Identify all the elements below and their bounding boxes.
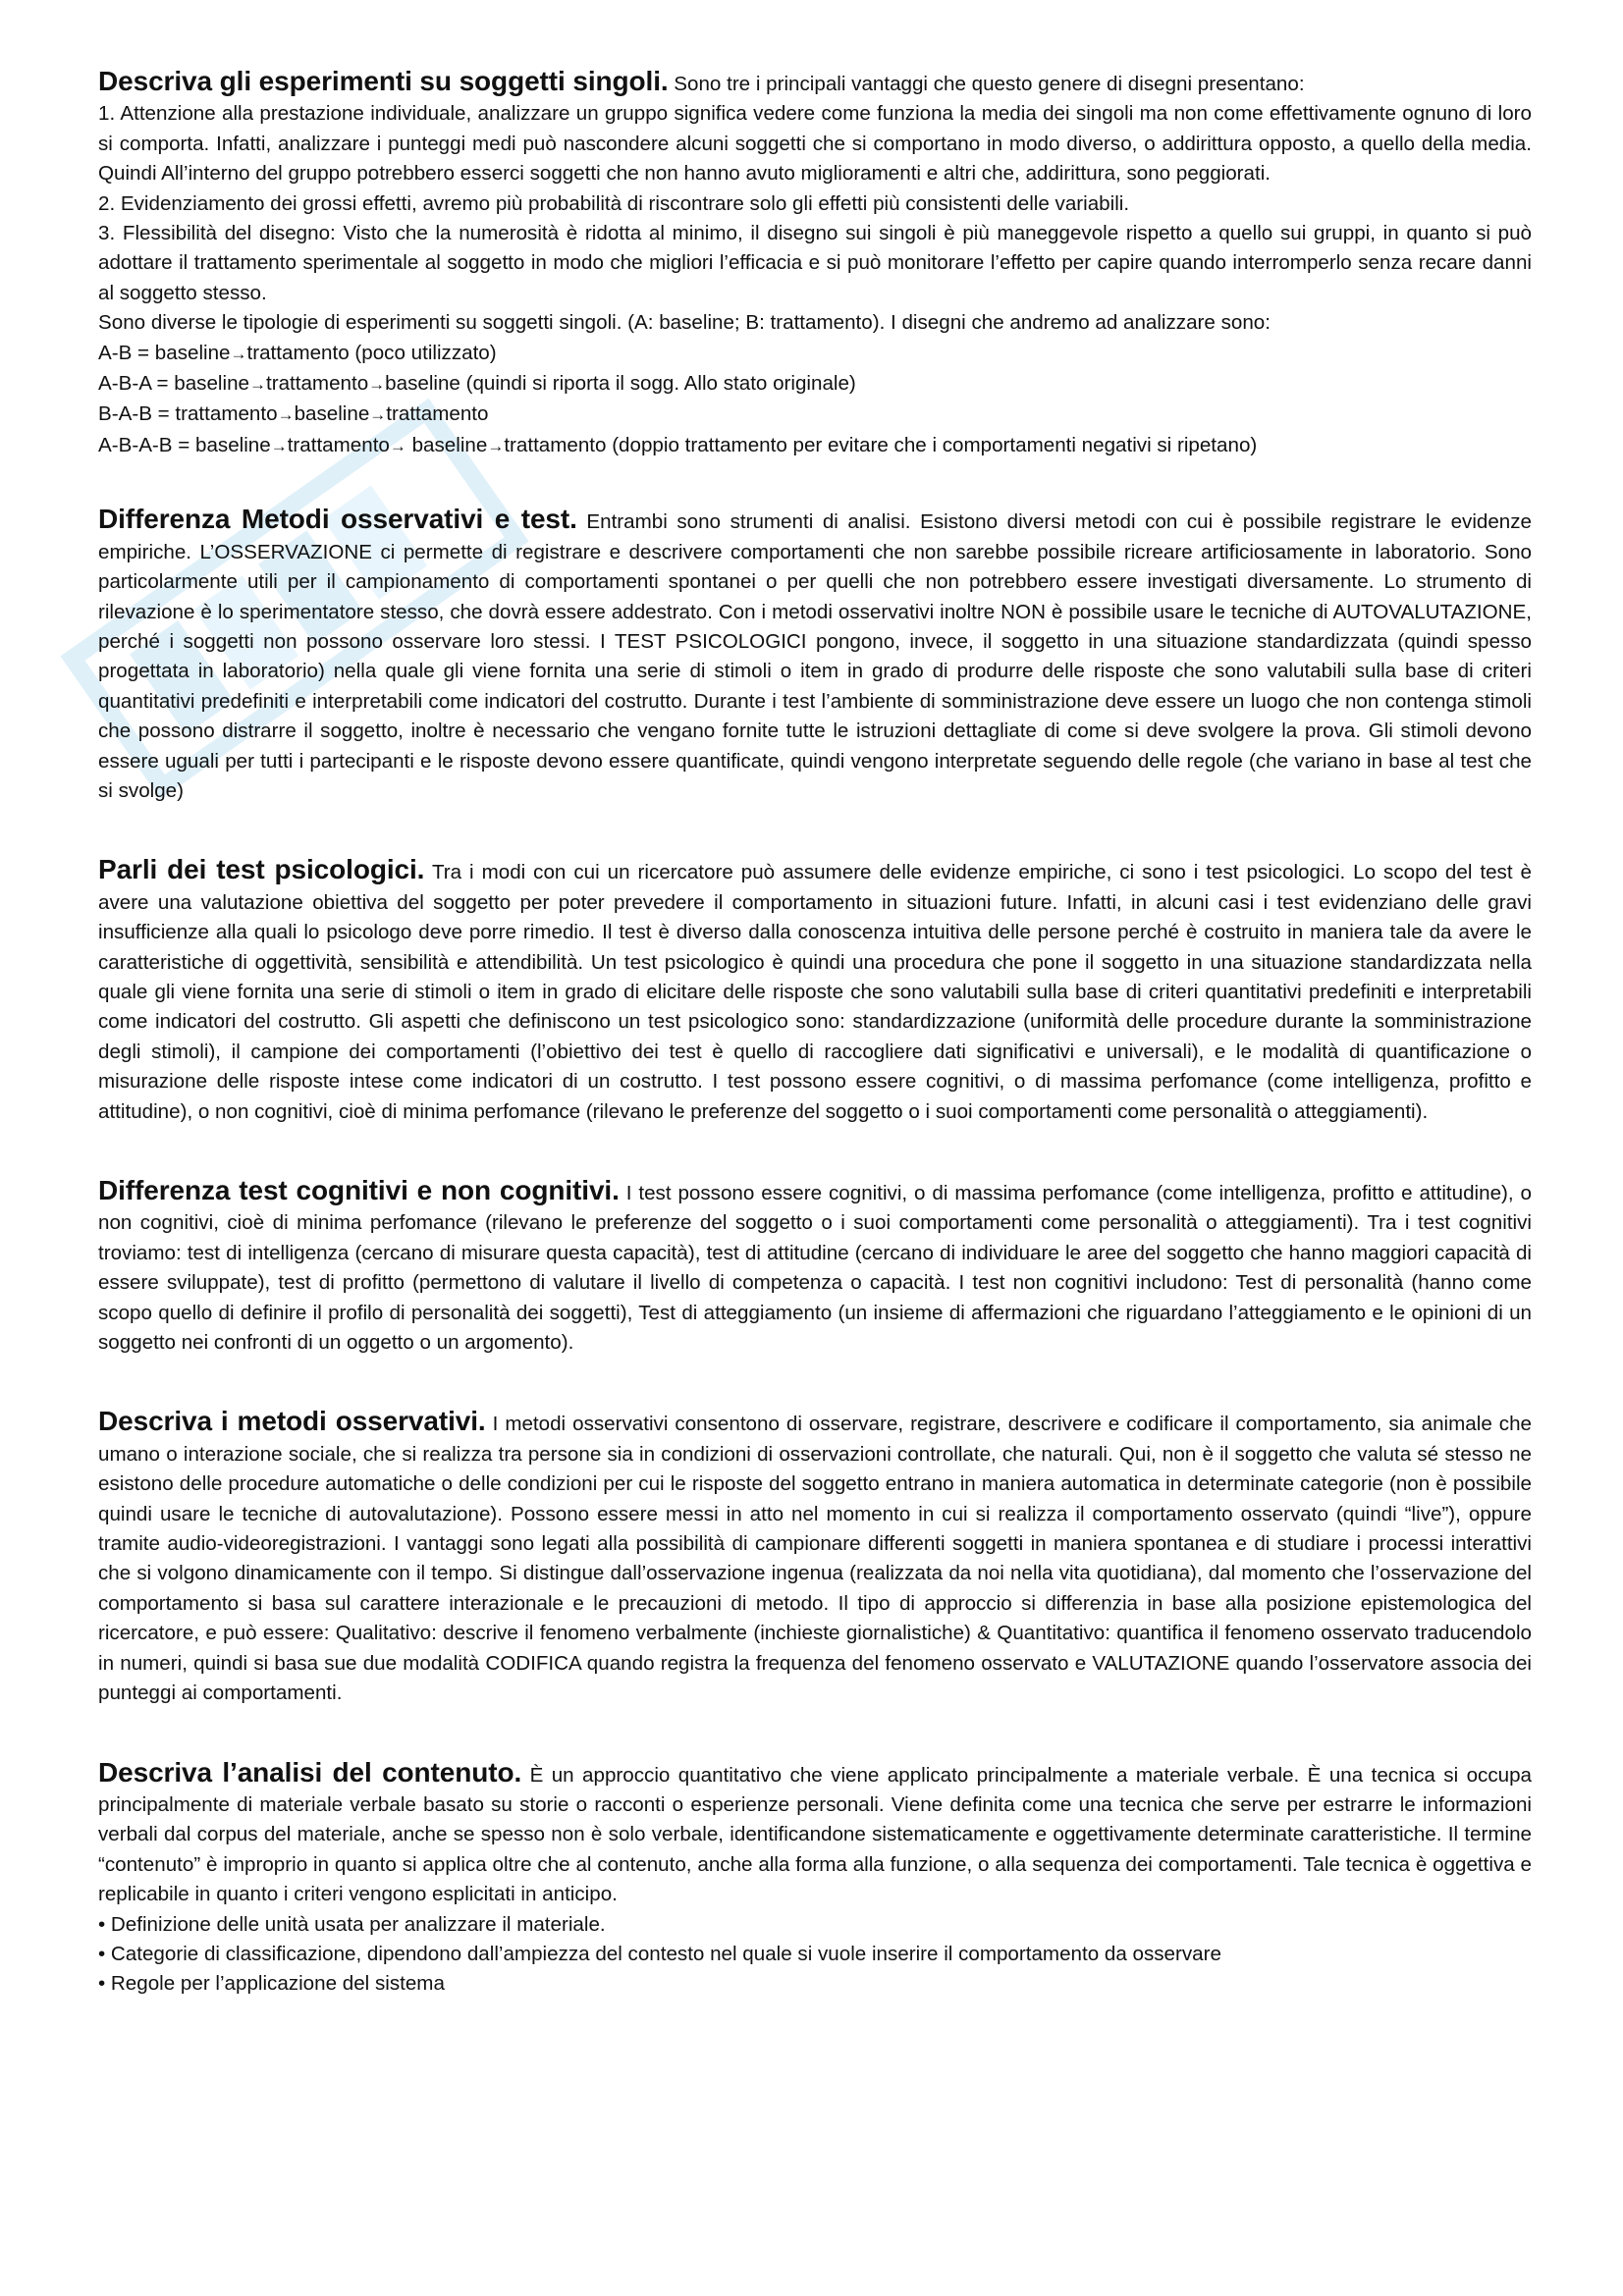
design-step: baseline xyxy=(406,433,488,456)
design-bab xyxy=(98,400,1532,430)
design-abab xyxy=(98,431,1532,461)
section-metodi-osservativi xyxy=(98,1407,1532,1708)
section-heading: Differenza test cognitivi e non cognitivi. xyxy=(98,1175,620,1205)
section-heading: Differenza Metodi osservativi e test. xyxy=(98,504,577,535)
design-step: trattamento (doppio trattamento per evitare che i comportamenti negativi si ripetano) xyxy=(504,433,1258,456)
design-label: A-B = baseline xyxy=(98,341,231,364)
design-step: trattamento (poco utilizzato) xyxy=(246,341,497,364)
list-item: • Categorie di classificazione, dipendono dall’ampiezza del contesto nel quale si vuole inserire il comportamento da osservare xyxy=(98,1942,1221,1965)
paragraph xyxy=(98,505,1532,806)
section-test-psicologici xyxy=(98,855,1532,1127)
design-aba xyxy=(98,369,1532,400)
section-heading: Parli dei test psicologici. xyxy=(98,854,425,885)
paragraph xyxy=(98,1176,1532,1358)
arrow-icon: → xyxy=(270,436,288,455)
design-ab xyxy=(98,339,1532,369)
section-analisi-contenuto xyxy=(98,1758,1532,2000)
section-body: Tra i modi con cui un ricercatore può assumere delle evidenze empiriche, ci sono i test psicologici. Lo scopo del test è avere una valutazione obiettiva del soggetto per poter prevedere il comportamento in situazioni future. Infatti, in alcuni casi i test evidenziano delle gravi insufficienze alla quali lo psicologo deve porre rimedio. Il test è diverso dalla conoscenza intuitiva delle persone perché è costruito in maniera tale da avere le caratteristiche di oggettività, sensibilità e attendibilità. Un test psicologico è quindi una procedura che pone il soggetto in una situazione standardizzata nella quale gli viene fornita una serie di stimoli o item in grado di elicitare delle risposte che sono valutabili sulla base di criteri quantitativi predefiniti e interpretabili come indicatori del costrutto. Gli aspetti che definiscono un test psicologico sono: standardizzazione (uniformità delle procedure durante la somministrazione degli stimoli), il campione dei comportamenti (l’obiettivo dei test è quello di raccogliere dati significativi e universali), e le modalità di quantificazione o misurazione delle risposte intese come indicatori di un costrutto. I test possono essere cognitivi, o di massima perfomance (come intelligenza, profitto e attitudine), o non cognitivi, cioè di minima perfomance (rilevano le preferenze del soggetto o i suoi comportamenti come personalità o atteggiamenti). xyxy=(98,861,1532,1123)
advantage-2: 2. Evidenziamento dei grossi effetti, avremo più probabilità di riscontrare solo gli effetti più consistenti delle variabili. xyxy=(98,191,1130,215)
advantage-3: 3. Flessibilità del disegno: Visto che la numerosità è ridotta al minimo, il disegno sui singoli è più maneggevole rispetto a quello sui gruppi, in quanto si può adottare il trattamento sperimentale al soggetto in modo che migliori l’efficacia e si può monitorare l’effetto per capire quando interromperlo senza recare danni al soggetto stesso. xyxy=(98,222,1532,304)
design-step: trattamento xyxy=(265,372,369,396)
design-label: B-A-B = trattamento xyxy=(98,402,278,426)
section-metodi-osservativi-e-test xyxy=(98,505,1532,806)
section-heading: Descriva i metodi osservativi. xyxy=(98,1406,486,1437)
design-step: baseline xyxy=(294,402,370,426)
arrow-icon: → xyxy=(369,405,387,425)
section-esperimenti-soggetti-singoli xyxy=(98,67,1532,461)
arrow-icon: → xyxy=(389,436,406,455)
design-label: A-B-A-B = baseline xyxy=(98,433,271,456)
design-label: A-B-A = baseline xyxy=(98,372,249,396)
document-page xyxy=(98,67,1532,2049)
design-step: baseline (quindi si riporta il sogg. Allo stato originale) xyxy=(385,372,856,396)
section-body: I metodi osservativi consentono di osservare, registrare, descrivere e codificare il comportamento, sia animale che umano o interazione sociale, che si realizza tra persone sia in condizioni di osservazioni controllate, che naturali. Qui, non è il soggetto che valuta sé stesso ne esistono delle procedure automatiche o delle condizioni per cui le risposte del soggetto entrano in maniera automatica in determinate categorie (non è possibile quindi usare le tecniche di autovalutazione). Possono essere messi in atto nel momento in cui si realizza il comportamento osservato (quindi “live”), oppure tramite audio-videoregistrazioni. I vantaggi sono legati alla possibilità di campionare differenti soggetti in maniera spontanea e di studiare i processi interattivi che si volgono dinamicamente con il tempo. Si distingue dall’osservazione ingenua (realizzata da noi nella vita quotidiana), dal momento che l’osservazione del comportamento si basa sul carattere interazionale e le precauzioni di metodo. Il tipo di approccio si differenzia in base alla posizione epistemologica del ricercatore, e può essere: Qualitativo: descrive il fenomeno verbalmente (inchieste giornalistiche) & Quantitativo: quantifica il fenomeno osservato traducendolo in numeri, quindi si basa sue due modalità CODIFICA quando registra la frequenza del fenomeno osservato e VALUTAZIONE quando l’osservatore associa dei punteggi ai comportamenti. xyxy=(98,1413,1532,1705)
paragraph xyxy=(98,1407,1532,1708)
arrow-icon: → xyxy=(230,344,247,363)
section-heading: Descriva l’analisi del contenuto. xyxy=(98,1756,522,1788)
list-item: • Definizione delle unità usata per analizzare il materiale. xyxy=(98,1912,606,1936)
design-types-intro: Sono diverse le tipologie di esperimenti su soggetti singoli. (A: baseline; B: trattamento). I disegni che andremo ad analizzare sono: xyxy=(98,311,1271,335)
section-heading: Descriva gli esperimenti su soggetti singoli. xyxy=(98,66,669,96)
arrow-icon: → xyxy=(487,436,505,455)
arrow-icon: → xyxy=(277,405,295,425)
design-step: trattamento xyxy=(287,433,390,456)
arrow-icon: → xyxy=(368,375,386,395)
paragraph xyxy=(98,1758,1532,1910)
list-item: • Regole per l’applicazione del sistema xyxy=(98,1972,445,1996)
design-step: trattamento xyxy=(386,402,489,426)
arrow-icon: → xyxy=(248,375,266,395)
advantage-1: 1. Attenzione alla prestazione individuale, analizzare un gruppo significa vedere come funziona la media dei singoli ma non come effettivamente ognuno di loro si comporta. Infatti, analizzare i punteggi medi può nascondere alcuni soggetti che si comportano in modo diverso, o addirittura opposto, a quello della media. Quindi All’interno del gruppo potrebbero esserci soggetti che non hanno avuto miglioramenti e altri che, addirittura, sono peggiorati. xyxy=(98,102,1532,186)
section-body: È un approccio quantitativo che viene applicato principalmente a materiale verbale. È una tecnica si occupa principalmente di materiale verbale basato su storie o racconti o esperienze personali. Viene definita come una tecnica che serve per estrarre le informazioni verbali dal corpus del materiale, anche se spesso non è solo verbale, identificandone sistematicamente e oggettivamente determinate caratteristiche. Il termine “contenuto” è improprio in quanto si applica oltre che al contenuto, anche alla forma alla funzione, o alla sequenza dei comportamenti. Tale tecnica è oggettiva e replicabile in quanto i criteri vengono esplicitati in anticipo. xyxy=(98,1763,1532,1906)
section-body: Entrambi sono strumenti di analisi. Esistono diversi metodi con cui è possibile registrare le evidenze empiriche. L’OSSERVAZIONE ci permette di registrare e descrivere comportamenti che non sarebbe possibile ricreare artificiosamente in laboratorio. Sono particolarmente utili per il campionamento di comportamenti spontanei o per quelli che non potrebbero essere investigati diversamente. Lo strumento di rilevazione è lo sperimentatore stesso, che dovrà essere addestrato. Con i metodi osservativi inoltre NON è possibile usare le tecniche di AUTOVALUTAZIONE, perché i soggetti non possono osservare loro stessi. I TEST PSICOLOGICI pongono, invece, il soggetto in una situazione standardizzata (quindi spesso progettata in laboratorio) nella quale gli viene fornita una serie di stimoli o item in grado di produrre delle risposte che sono valutabili sulla base di criteri quantitativi predefiniti e interpretabili come indicatori del costrutto. Durante i test l’ambiente di somministrazione deve essere un luogo che non contenga stimoli che possono distrarre il soggetto, inoltre è necessario che vengano fornite tutte le istruzioni dettagliate di come si deve svolgere la prova. Gli stimoli devono essere uguali per tutti i partecipanti e le risposte devono essere quantificate, quindi vengono interpretate seguendo delle regole (che variano in base al test che si svolge) xyxy=(98,510,1533,802)
paragraph xyxy=(98,67,1532,99)
section-body: I test possono essere cognitivi, o di massima perfomance (come intelligenza, profitto e attitudine), o non cognitivi, cioè di minima perfomance (rilevano le preferenze del soggetto o i suoi comportamenti come personalità o atteggiamenti). Tra i test cognitivi troviamo: test di intelligenza (cercano di misurare questa capacità), test di attitudine (cercano di individuare le aree del soggetto che hanno maggiori capacità di essere sviluppate), test di profitto (permettono di valutare il livello di competenza o capacità. I test non cognitivi includono: Test di personalità (hanno come scopo quello di definire il profilo di personalità dei soggetti), Test di atteggiamento (un insieme di affermazioni che riguardano l’atteggiamento e le opinioni di un soggetto nei confronti di un oggetto o un argomento). xyxy=(98,1182,1532,1355)
intro-text: Sono tre i principali vantaggi che questo genere di disegni presentano: xyxy=(668,73,1305,95)
section-test-cognitivi-non-cognitivi xyxy=(98,1176,1532,1358)
paragraph xyxy=(98,855,1532,1127)
